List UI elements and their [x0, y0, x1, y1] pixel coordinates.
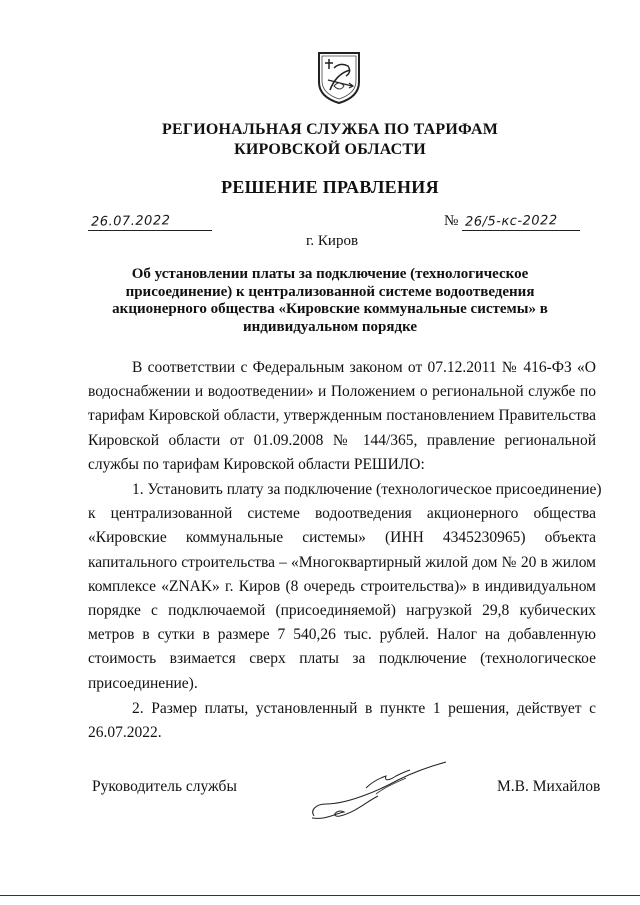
text-line: 1. Установить плату за подключение (технологическое присоединение) [132, 481, 602, 498]
preamble-paragraph [88, 356, 596, 477]
text-line: порядке с подключаемой (присоединяемой) нагрузкой 29,8 кубических [88, 602, 596, 620]
organization-name-line2: КИРОВСКОЙ ОБЛАСТИ [234, 141, 426, 158]
document-type-title: РЕШЕНИЕ ПРАВЛЕНИЯ [221, 177, 439, 197]
text-line: водоснабжении и водоотведении» и Положением о региональной службе по [88, 383, 596, 401]
subject-line: Об установлении платы за подключение (технологическое [131, 266, 529, 282]
decision-subject [110, 266, 550, 336]
decision-number-field [462, 212, 580, 231]
decision-date-field [88, 212, 212, 231]
decision-number: 26/5-кс-2022 [464, 213, 558, 230]
text-line: «Кировские коммунальные системы» (ИНН 4345230965) объекта [88, 529, 596, 547]
subject-line: акционерного общества «Кировские коммунальные системы» в [112, 301, 548, 317]
bottom-divider [0, 895, 640, 896]
handwritten-signature [306, 758, 456, 828]
text-line: В соответствии с Федеральным законом от 07.12.2011 № 416-ФЗ «О [132, 359, 596, 376]
text-line: метров в сутки в размере 7 540,26 тыс. рублей. Налог на добавленную [88, 626, 596, 644]
clause-1-paragraph [88, 478, 602, 696]
text-line: 2. Размер платы, установленный в пункте 1 решения, действует с [132, 700, 596, 717]
text-line: присоединение). [88, 674, 198, 692]
city-label: г. Киров [305, 233, 359, 249]
text-line: к централизованной системе водоотведения акционерного общества [88, 505, 596, 523]
text-line: капитального строительства – «Многоквартирный жилой дом № 20 в жилом [88, 553, 596, 571]
signatory-name: М.В. Михайлов [497, 778, 601, 795]
text-line: 26.07.2022. [88, 724, 162, 742]
number-label: № [444, 213, 459, 229]
text-line: тарифам Кировской области, утвержденным постановлением Правительства [88, 407, 596, 425]
subject-line: присоединение) к централизованной системе водоотведения [125, 283, 535, 300]
clause-2-paragraph [88, 697, 596, 745]
organization-name-line1: РЕГИОНАЛЬНАЯ СЛУЖБА ПО ТАРИФАМ [161, 121, 499, 138]
signatory-position: Руководитель службы [92, 778, 237, 795]
text-line: службы по тарифам Кировской области РЕШИЛО: [88, 455, 425, 473]
text-line: Кировской области от 01.09.2008 № 144/365, правление региональной [88, 431, 596, 449]
coat-of-arms-emblem [316, 50, 362, 104]
subject-line: индивидуальном порядке [242, 318, 418, 335]
text-line: стоимость взимается сверх платы за подключение (технологическое [88, 650, 596, 668]
decision-date: 26.07.2022 [90, 213, 171, 230]
text-line: комплексе «ZNAK» г. Киров (8 очередь строительства)» в индивидуальном [88, 577, 596, 595]
